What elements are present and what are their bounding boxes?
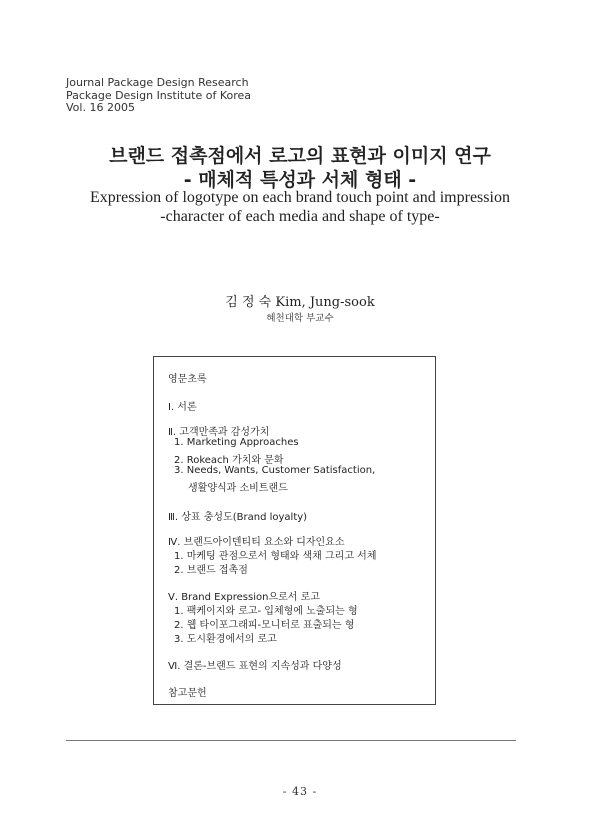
- toc-references: 참고문헌: [168, 688, 207, 699]
- toc-section-3: Ⅲ. 상표 충성도(Brand loyalty): [168, 512, 308, 523]
- toc-section-4: Ⅳ. 브랜드아이덴티티 요소와 디자인요소: [168, 537, 345, 548]
- korean-title: 브랜드 접촉점에서 로고의 표현과 이미지 연구: [109, 145, 491, 167]
- toc-section-2-3-continued: 생활양식과 소비트랜드: [188, 483, 288, 494]
- toc-section-2-3: 3. Needs, Wants, Customer Satisfaction,: [174, 465, 376, 476]
- author-name: 김 정 숙 Kim, Jung-sook: [225, 295, 375, 310]
- toc-section-2-1: 1. Marketing Approaches: [174, 437, 299, 448]
- toc-section-6: Ⅵ. 결론-브랜드 표현의 지속성과 다양성: [168, 661, 342, 672]
- toc-section-4-1: 1. 마케팅 관점으로서 형태와 색채 그리고 서체: [174, 551, 377, 562]
- toc-abstract: 영문초록: [168, 374, 207, 385]
- footer-divider: [66, 740, 516, 741]
- toc-section-2-2: 2. Rokeach 가치와 문화: [174, 455, 284, 466]
- korean-subtitle: - 매체적 특성과 서체 형태 -: [183, 169, 417, 191]
- toc-section-5: Ⅴ. Brand Expression으로서 로고: [168, 592, 320, 603]
- toc-section-4-2: 2. 브랜드 접촉점: [174, 565, 248, 576]
- toc-section-1: Ⅰ. 서론: [168, 402, 197, 413]
- english-subtitle: -character of each media and shape of type-: [160, 208, 440, 225]
- toc-section-5-2: 2. 웹 타이포그래피-모니터로 표출되는 형: [174, 620, 355, 631]
- author-affiliation: 혜천대학 부교수: [266, 313, 334, 324]
- english-title: Expression of logotype on each brand touch point and impression: [90, 189, 510, 206]
- page-number: - 43 -: [282, 785, 318, 798]
- journal-name: Journal Package Design Research: [66, 76, 249, 89]
- table-of-contents: [153, 356, 436, 705]
- journal-info: [66, 77, 251, 115]
- journal-volume: Vol. 16 2005: [66, 101, 135, 114]
- toc-section-5-1: 1. 팩케이지와 로고- 입체형에 노출되는 형: [174, 606, 358, 617]
- toc-section-2: Ⅱ. 고객만족과 감성가치: [168, 427, 270, 438]
- journal-publisher: Package Design Institute of Korea: [66, 88, 252, 102]
- toc-section-5-3: 3. 도시환경에서의 로고: [174, 634, 277, 645]
